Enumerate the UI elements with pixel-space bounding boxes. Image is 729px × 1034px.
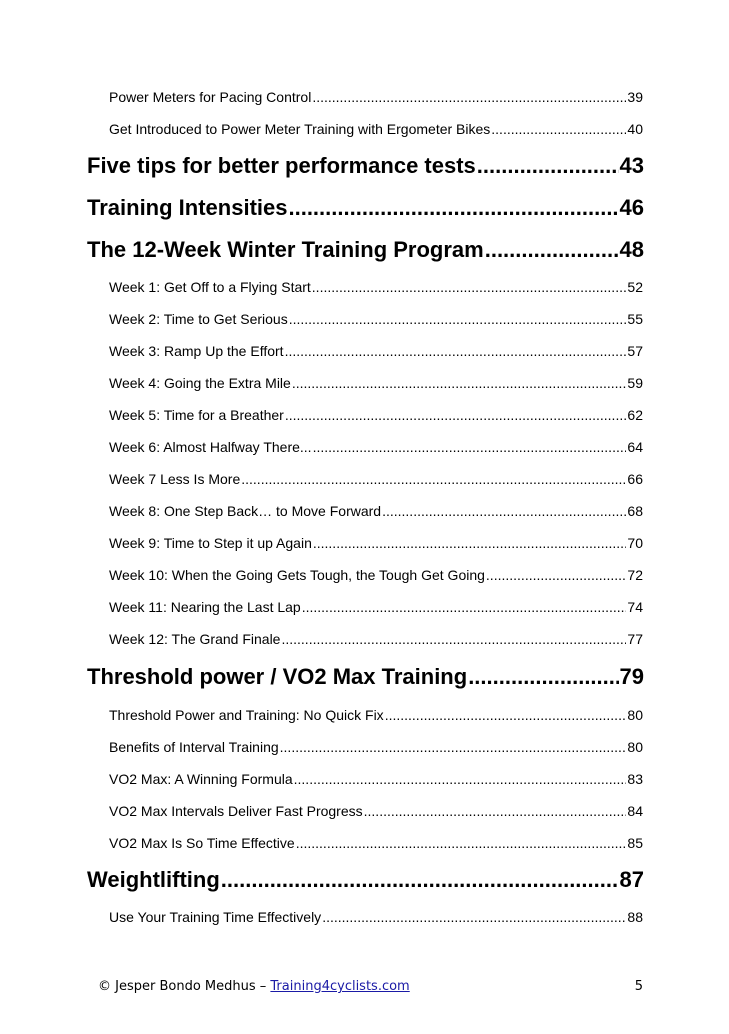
toc-entry-page-number: 74 [627, 599, 643, 615]
toc-section-entry[interactable] [87, 151, 644, 181]
toc-entry-title: Week 8: One Step Back… to Move Forward [109, 503, 382, 519]
toc-entry-page-number: 87 [619, 867, 644, 892]
toc-section-entry[interactable] [87, 235, 644, 265]
toc-entry-page-number: 52 [627, 279, 643, 295]
toc-section-entry[interactable] [87, 865, 644, 895]
toc-entry-page-number: 80 [627, 707, 643, 723]
toc-entry-page-number: 70 [627, 535, 643, 551]
toc-entry-title: Week 11: Nearing the Last Lap [109, 599, 301, 615]
toc-entry-title: VO2 Max: A Winning Formula [109, 771, 293, 787]
toc-dot-leader [486, 565, 627, 585]
toc-entry-page-number: 88 [627, 909, 643, 925]
toc-dot-leader [313, 437, 627, 457]
toc-entry-page-number: 62 [627, 407, 643, 423]
toc-entry-page-number: 77 [627, 631, 643, 647]
toc-entry-title: Week 7 Less Is More [109, 471, 241, 487]
toc-entry-title: Week 2: Time to Get Serious [109, 311, 288, 327]
toc-entry-page-number: 57 [627, 343, 643, 359]
toc-dot-leader [312, 87, 626, 107]
toc-entry-page-number: 79 [619, 664, 644, 689]
toc-dot-leader [285, 405, 627, 425]
toc-subsection-entry[interactable] [109, 737, 643, 757]
toc-entry-page-number: 55 [627, 311, 643, 327]
toc-entry-title: The 12-Week Winter Training Program [87, 237, 484, 262]
toc-entry-title: Week 4: Going the Extra Mile [109, 375, 291, 391]
toc-dot-leader [312, 277, 627, 297]
toc-subsection-entry[interactable] [109, 309, 643, 329]
toc-dot-leader [294, 769, 627, 789]
toc-entry-title: Weightlifting [87, 867, 220, 892]
toc-subsection-entry[interactable] [109, 373, 643, 393]
toc-entry-title: Get Introduced to Power Meter Training with Ergometer Bikes [109, 121, 491, 137]
toc-subsection-entry[interactable] [109, 405, 643, 425]
toc-entry-title: Threshold power / VO2 Max Training [87, 664, 468, 689]
toc-dot-leader [289, 309, 627, 329]
toc-entry-title: Week 9: Time to Step it up Again [109, 535, 312, 551]
toc-subsection-entry[interactable] [109, 341, 643, 361]
toc-subsection-entry[interactable] [109, 597, 643, 617]
toc-entry-title: Use Your Training Time Effectively [109, 909, 322, 925]
toc-subsection-entry[interactable] [109, 119, 643, 139]
toc-subsection-entry[interactable] [109, 501, 643, 521]
footer-credit [98, 977, 410, 997]
toc-dot-leader [221, 865, 619, 895]
toc-dot-leader [285, 341, 627, 361]
toc-entry-page-number: 68 [627, 503, 643, 519]
toc-section-entry[interactable] [87, 662, 644, 692]
toc-dot-leader [477, 151, 619, 181]
toc-dot-leader [281, 629, 626, 649]
toc-dot-leader [382, 501, 626, 521]
toc-section-entry[interactable] [87, 193, 644, 223]
toc-dot-leader [485, 235, 619, 265]
toc-subsection-entry[interactable] [109, 705, 643, 725]
toc-entry-page-number: 59 [627, 375, 643, 391]
copyright-text: © Jesper Bondo Medhus – [98, 979, 271, 994]
toc-subsection-entry[interactable] [109, 565, 643, 585]
toc-entry-title: Week 6: Almost Halfway There... [109, 439, 312, 455]
toc-subsection-entry[interactable] [109, 769, 643, 789]
toc-dot-leader [296, 833, 627, 853]
toc-subsection-entry[interactable] [109, 533, 643, 553]
toc-dot-leader [302, 597, 627, 617]
toc-entry-title: Week 12: The Grand Finale [109, 631, 281, 647]
toc-dot-leader [468, 662, 618, 692]
toc-entry-page-number: 83 [627, 771, 643, 787]
page-footer [98, 977, 643, 997]
toc-dot-leader [364, 801, 627, 821]
toc-entry-title: VO2 Max Intervals Deliver Fast Progress [109, 803, 363, 819]
toc-dot-leader [241, 469, 626, 489]
website-link[interactable]: Training4cyclists.com [270, 979, 410, 994]
toc-subsection-entry[interactable] [109, 907, 643, 927]
toc-entry-title: VO2 Max Is So Time Effective [109, 835, 295, 851]
toc-entry-page-number: 46 [619, 195, 644, 220]
toc-dot-leader [385, 705, 627, 725]
page-number: 5 [634, 979, 643, 994]
toc-entry-title: Week 3: Ramp Up the Effort [109, 343, 284, 359]
toc-subsection-entry[interactable] [109, 87, 643, 107]
toc-entry-page-number: 72 [627, 567, 643, 583]
toc-subsection-entry[interactable] [109, 833, 643, 853]
toc-dot-leader [313, 533, 627, 553]
toc-subsection-entry[interactable] [109, 801, 643, 821]
toc-entry-page-number: 66 [627, 471, 643, 487]
toc-entry-title: Training Intensities [87, 195, 288, 220]
toc-entry-title: Week 5: Time for a Breather [109, 407, 284, 423]
toc-dot-leader [322, 907, 626, 927]
toc-subsection-entry[interactable] [109, 437, 643, 457]
toc-entry-title: Week 10: When the Going Gets Tough, the Tough Get Going [109, 567, 485, 583]
toc-subsection-entry[interactable] [109, 629, 643, 649]
toc-dot-leader [280, 737, 627, 757]
toc-entry-page-number: 80 [627, 739, 643, 755]
toc-entry-page-number: 39 [627, 89, 643, 105]
toc-entry-page-number: 84 [627, 803, 643, 819]
toc-entry-title: Week 1: Get Off to a Flying Start [109, 279, 311, 295]
toc-entry-title: Threshold Power and Training: No Quick Fix [109, 707, 384, 723]
toc-entry-title: Power Meters for Pacing Control [109, 89, 312, 105]
toc-entry-page-number: 85 [627, 835, 643, 851]
toc-entry-title: Benefits of Interval Training [109, 739, 279, 755]
toc-entry-page-number: 40 [627, 121, 643, 137]
toc-dot-leader [491, 119, 626, 139]
toc-entry-title: Five tips for better performance tests [87, 153, 476, 178]
toc-entry-page-number: 48 [619, 237, 644, 262]
toc-dot-leader [292, 373, 627, 393]
toc-entry-page-number: 43 [619, 153, 644, 178]
toc-dot-leader [288, 193, 618, 223]
toc-subsection-entry[interactable] [109, 469, 643, 489]
toc-subsection-entry[interactable] [109, 277, 643, 297]
toc-entry-page-number: 64 [627, 439, 643, 455]
